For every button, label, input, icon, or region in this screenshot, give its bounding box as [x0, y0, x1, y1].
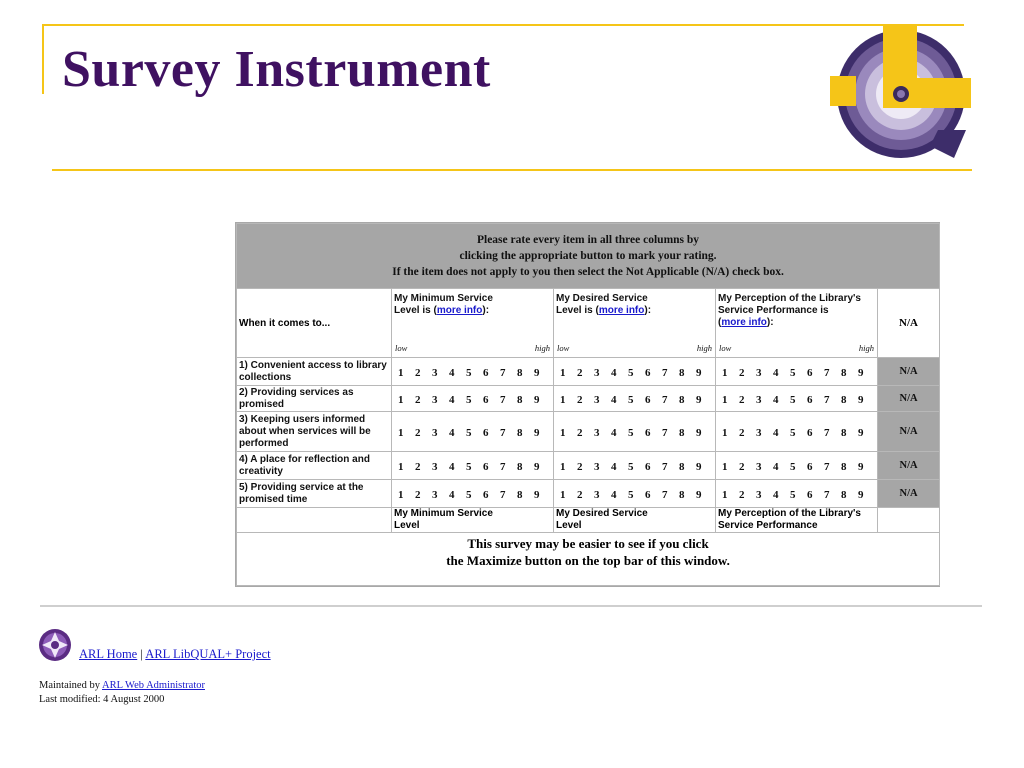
rating-option[interactable]: 4	[611, 393, 617, 406]
survey-item-label: 4) A place for reflection and creativity	[237, 452, 392, 480]
rating-option[interactable]: 7	[500, 366, 506, 379]
rating-option[interactable]: 5	[466, 488, 472, 501]
table-row	[237, 480, 940, 508]
rating-option[interactable]: 2	[739, 460, 745, 473]
rating-option[interactable]: 5	[628, 460, 634, 473]
survey-item-label: 3) Keeping users informed about when services will be performed	[237, 412, 392, 452]
rating-option[interactable]: 4	[611, 488, 617, 501]
rating-option[interactable]: 9	[858, 460, 864, 473]
na-column-header: N/A	[878, 289, 940, 358]
page-divider	[40, 605, 982, 607]
rating-option[interactable]: 7	[500, 393, 506, 406]
rating-option[interactable]: 8	[517, 460, 523, 473]
maintenance-info: Maintained by ARL Web Administrator Last modified: 4 August 2000	[39, 680, 205, 705]
rating-option[interactable]: 3	[432, 460, 438, 473]
rating-scale-desired	[554, 386, 716, 412]
rating-option[interactable]: 3	[432, 426, 438, 439]
rating-option[interactable]: 2	[577, 393, 583, 406]
rating-option[interactable]: 6	[807, 393, 813, 406]
rating-option[interactable]: 5	[628, 366, 634, 379]
rating-option[interactable]: 7	[662, 393, 668, 406]
rating-option[interactable]: 1	[722, 393, 728, 406]
rating-option[interactable]: 2	[415, 426, 421, 439]
footer-label-minimum: My Minimum Service Level	[392, 508, 554, 533]
rating-option[interactable]: 2	[739, 426, 745, 439]
rating-option[interactable]: 4	[611, 366, 617, 379]
table-row	[237, 412, 940, 452]
rating-scale-minimum	[392, 358, 554, 386]
table-row	[237, 386, 940, 412]
rating-option[interactable]: 9	[858, 366, 864, 379]
rating-option[interactable]: 2	[739, 488, 745, 501]
rating-option[interactable]: 4	[773, 460, 779, 473]
rating-option[interactable]: 5	[466, 426, 472, 439]
rating-option[interactable]: 4	[611, 426, 617, 439]
rating-option[interactable]: 5	[790, 488, 796, 501]
table-row	[237, 358, 940, 386]
rating-option[interactable]: 4	[449, 393, 455, 406]
rating-option[interactable]: 6	[645, 366, 651, 379]
column-header-desired: My Desired Service Level is (more info): low high	[554, 289, 716, 358]
rating-option[interactable]: 3	[432, 366, 438, 379]
rating-option[interactable]: 5	[790, 460, 796, 473]
rating-option[interactable]: 8	[841, 488, 847, 501]
rating-option[interactable]: 4	[773, 426, 779, 439]
rating-option[interactable]: 8	[841, 366, 847, 379]
rating-option[interactable]: 6	[807, 426, 813, 439]
rating-option[interactable]: 6	[483, 488, 489, 501]
page-title: Survey Instrument	[62, 41, 491, 98]
rating-option[interactable]: 2	[577, 426, 583, 439]
link-separator: |	[140, 647, 143, 661]
rating-option[interactable]: 6	[807, 366, 813, 379]
table-row	[237, 452, 940, 480]
rating-option[interactable]: 2	[415, 366, 421, 379]
footer-label-desired: My Desired Service Level	[554, 508, 716, 533]
rating-option[interactable]: 9	[858, 488, 864, 501]
rating-option[interactable]: 3	[594, 366, 600, 379]
rating-option[interactable]: 7	[500, 460, 506, 473]
rating-option[interactable]: 2	[415, 393, 421, 406]
more-info-link[interactable]: more info	[721, 317, 767, 328]
rating-scale-perception	[716, 386, 878, 412]
rating-scale-perception	[716, 452, 878, 480]
rating-option[interactable]: 2	[415, 460, 421, 473]
arl-libqual-project-link[interactable]: ARL LibQUAL+ Project	[145, 647, 271, 661]
rating-option[interactable]: 9	[534, 426, 540, 439]
rating-option[interactable]: 5	[628, 426, 634, 439]
footer-links	[79, 647, 271, 662]
na-checkbox[interactable]: N/A	[878, 386, 940, 412]
rating-option[interactable]: 7	[824, 366, 830, 379]
rating-scale-minimum	[392, 480, 554, 508]
rating-option[interactable]: 9	[534, 366, 540, 379]
rating-option[interactable]: 8	[517, 488, 523, 501]
more-info-link[interactable]: more info	[598, 305, 645, 316]
rating-scale-minimum	[392, 452, 554, 480]
rating-option[interactable]: 8	[517, 426, 523, 439]
survey-form	[235, 222, 940, 587]
rating-option[interactable]: 3	[756, 426, 762, 439]
rating-option[interactable]: 6	[645, 426, 651, 439]
rating-option[interactable]: 2	[577, 488, 583, 501]
column-header-minimum: My Minimum Service Level is (more info): low high	[392, 289, 554, 358]
rating-scale-desired	[554, 358, 716, 386]
survey-item-label: 5) Providing service at the promised time	[237, 480, 392, 508]
rating-option[interactable]: 8	[841, 460, 847, 473]
left-accent-rule	[42, 24, 44, 94]
rating-option[interactable]: 6	[483, 426, 489, 439]
rating-option[interactable]: 1	[560, 488, 566, 501]
more-info-link[interactable]: more info	[436, 305, 483, 316]
na-checkbox[interactable]: N/A	[878, 480, 940, 508]
rating-option[interactable]: 6	[807, 488, 813, 501]
rating-option[interactable]: 1	[398, 426, 404, 439]
rating-option[interactable]: 1	[398, 393, 404, 406]
rating-option[interactable]: 3	[432, 488, 438, 501]
na-checkbox[interactable]: N/A	[878, 358, 940, 386]
rating-option[interactable]: 5	[466, 366, 472, 379]
web-administrator-link[interactable]: ARL Web Administrator	[102, 680, 205, 691]
rating-option[interactable]: 6	[483, 393, 489, 406]
rating-option[interactable]: 6	[645, 488, 651, 501]
rating-option[interactable]: 7	[500, 488, 506, 501]
rating-option[interactable]: 2	[415, 488, 421, 501]
column-header-perception: My Perception of the Library's Service Performance is (more info): low high	[716, 289, 878, 358]
rating-option[interactable]: 1	[722, 460, 728, 473]
rating-option[interactable]: 7	[824, 393, 830, 406]
rating-option[interactable]: 4	[773, 366, 779, 379]
instruction-line: Please rate every item in all three columns by	[476, 234, 700, 246]
rating-option[interactable]: 1	[398, 366, 404, 379]
footer-blank-cell	[878, 508, 940, 533]
rating-scale-perception	[716, 412, 878, 452]
rating-option[interactable]: 7	[824, 488, 830, 501]
na-checkbox[interactable]: N/A	[878, 452, 940, 480]
scale-labels: low high	[395, 343, 550, 353]
rating-option[interactable]: 1	[560, 393, 566, 406]
rating-option[interactable]: 8	[679, 366, 685, 379]
rating-option[interactable]: 3	[756, 488, 762, 501]
rating-option[interactable]: 9	[534, 460, 540, 473]
rating-option[interactable]: 9	[696, 488, 702, 501]
rating-option[interactable]: 6	[807, 460, 813, 473]
rating-option[interactable]: 6	[645, 460, 651, 473]
instruction-line: If the item does not apply to you then select the Not Applicable (N/A) check box.	[392, 266, 784, 278]
na-checkbox[interactable]: N/A	[878, 412, 940, 452]
rating-option[interactable]: 8	[679, 488, 685, 501]
rating-option[interactable]: 5	[790, 393, 796, 406]
rating-option[interactable]: 1	[722, 426, 728, 439]
rating-option[interactable]: 2	[577, 366, 583, 379]
rating-option[interactable]: 1	[398, 488, 404, 501]
rating-scale-perception	[716, 358, 878, 386]
rating-option[interactable]: 8	[841, 393, 847, 406]
rating-option[interactable]: 5	[790, 366, 796, 379]
rating-option[interactable]: 1	[722, 366, 728, 379]
clock-logo-icon	[826, 18, 976, 170]
rating-option[interactable]: 4	[611, 460, 617, 473]
rating-option[interactable]: 6	[483, 460, 489, 473]
when-it-comes-to-label: When it comes to...	[237, 289, 392, 358]
rating-option[interactable]: 8	[517, 366, 523, 379]
rating-option[interactable]: 5	[466, 393, 472, 406]
instructions-banner	[237, 224, 940, 289]
last-modified: Last modified: 4 August 2000	[39, 694, 165, 705]
rating-option[interactable]: 9	[534, 393, 540, 406]
rating-scale-desired	[554, 452, 716, 480]
rating-option[interactable]: 4	[449, 366, 455, 379]
rating-option[interactable]: 9	[696, 393, 702, 406]
rating-scale-minimum	[392, 386, 554, 412]
footer-blank-cell	[237, 508, 392, 533]
rating-option[interactable]: 7	[662, 426, 668, 439]
rating-option[interactable]: 6	[645, 393, 651, 406]
rating-option[interactable]: 3	[594, 426, 600, 439]
rating-option[interactable]: 1	[560, 426, 566, 439]
rating-option[interactable]: 2	[739, 366, 745, 379]
rating-option[interactable]: 4	[449, 426, 455, 439]
rating-option[interactable]: 4	[449, 460, 455, 473]
rating-option[interactable]: 2	[739, 393, 745, 406]
rating-option[interactable]: 8	[517, 393, 523, 406]
rating-option[interactable]: 3	[756, 393, 762, 406]
rating-option[interactable]: 2	[577, 460, 583, 473]
rating-option[interactable]: 9	[858, 426, 864, 439]
rating-option[interactable]: 4	[449, 488, 455, 501]
rating-scale-desired	[554, 412, 716, 452]
instruction-line: clicking the appropriate button to mark your rating.	[459, 250, 717, 262]
rating-option[interactable]: 1	[398, 460, 404, 473]
rating-option[interactable]: 5	[790, 426, 796, 439]
rating-option[interactable]: 9	[696, 426, 702, 439]
rating-scale-desired	[554, 480, 716, 508]
rating-option[interactable]: 8	[679, 393, 685, 406]
rating-scale-minimum	[392, 412, 554, 452]
scale-labels: low high	[719, 343, 874, 353]
rating-option[interactable]: 5	[628, 488, 634, 501]
rating-option[interactable]: 3	[756, 460, 762, 473]
rating-option[interactable]: 7	[824, 460, 830, 473]
rating-option[interactable]: 8	[679, 426, 685, 439]
rating-option[interactable]: 3	[594, 393, 600, 406]
rating-option[interactable]: 3	[594, 488, 600, 501]
rating-option[interactable]: 5	[466, 460, 472, 473]
rating-option[interactable]: 4	[773, 393, 779, 406]
rating-option[interactable]: 7	[662, 460, 668, 473]
maximize-note: This survey may be easier to see if you click the Maximize button on the top bar of this window.	[237, 533, 940, 586]
rating-option[interactable]: 9	[696, 460, 702, 473]
rating-option[interactable]: 7	[500, 426, 506, 439]
arl-logo-icon	[38, 628, 72, 662]
rating-option[interactable]: 1	[560, 460, 566, 473]
survey-item-label: 1) Convenient access to library collections	[237, 358, 392, 386]
rating-option[interactable]: 8	[841, 426, 847, 439]
rating-option[interactable]: 6	[483, 366, 489, 379]
footer-label-perception: My Perception of the Library's Service Performance	[716, 508, 878, 533]
rating-option[interactable]: 3	[594, 460, 600, 473]
rating-option[interactable]: 8	[679, 460, 685, 473]
rating-option[interactable]: 1	[560, 366, 566, 379]
survey-item-label: 2) Providing services as promised	[237, 386, 392, 412]
rating-option[interactable]: 9	[534, 488, 540, 501]
rating-option[interactable]: 3	[432, 393, 438, 406]
rating-option[interactable]: 9	[858, 393, 864, 406]
rating-scale-perception	[716, 480, 878, 508]
rating-option[interactable]: 7	[662, 488, 668, 501]
rating-option[interactable]: 7	[824, 426, 830, 439]
rating-option[interactable]: 1	[722, 488, 728, 501]
arl-home-link[interactable]: ARL Home	[79, 647, 138, 661]
rating-option[interactable]: 4	[773, 488, 779, 501]
rating-option[interactable]: 9	[696, 366, 702, 379]
rating-option[interactable]: 3	[756, 366, 762, 379]
scale-labels: low high	[557, 343, 712, 353]
rating-option[interactable]: 7	[662, 366, 668, 379]
rating-option[interactable]: 5	[628, 393, 634, 406]
